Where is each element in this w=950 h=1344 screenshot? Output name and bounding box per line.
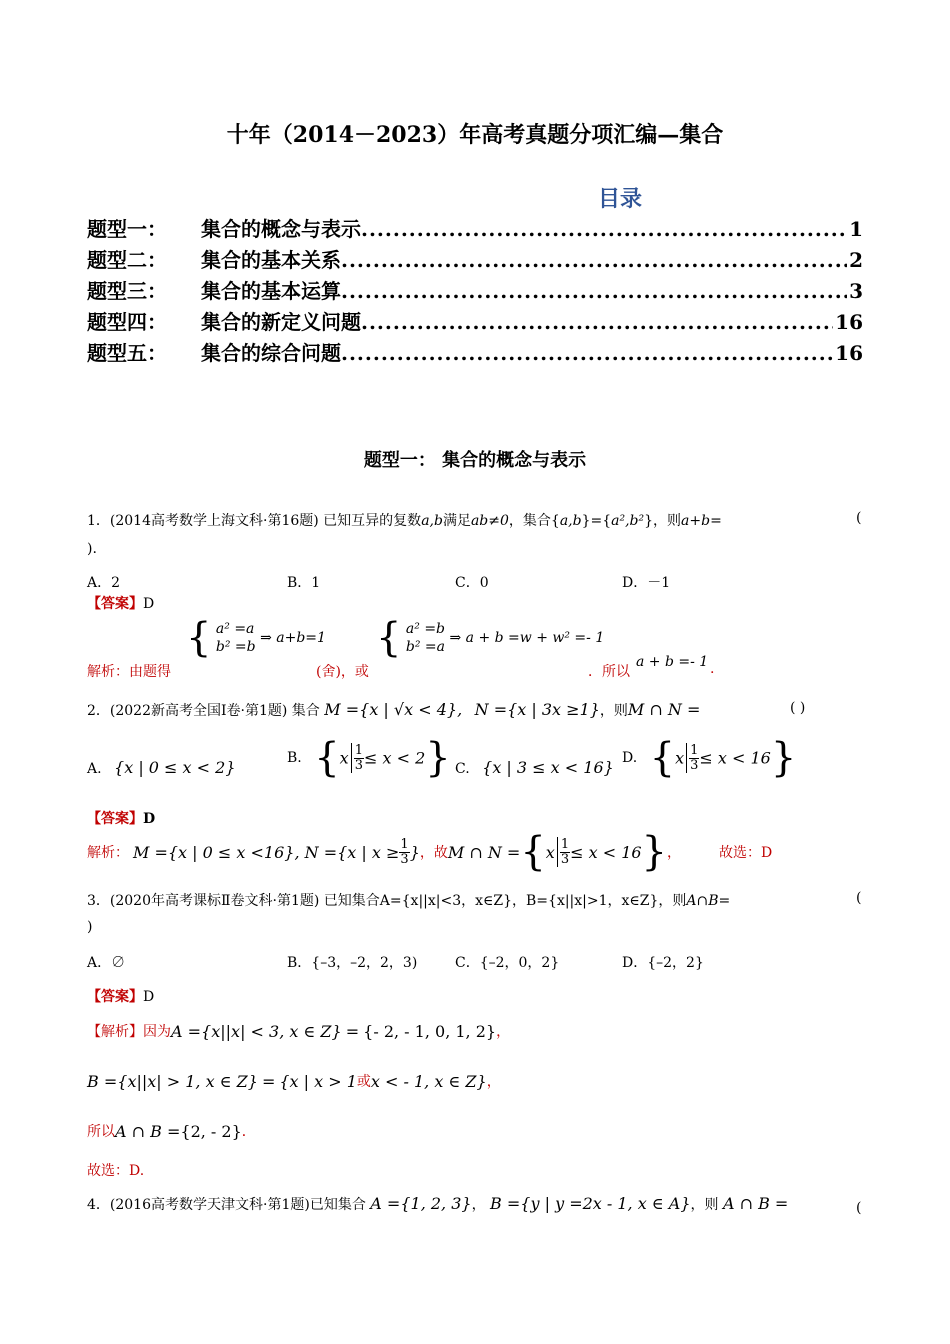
toc-item-label: 题型二： — [87, 248, 167, 272]
document-title: 十年（2014－2023）年高考真题分项汇编—集合 — [226, 122, 724, 148]
q2-solution-choice: 故选：D — [719, 845, 773, 861]
toc-item-text: 集合的综合问题 — [201, 341, 341, 365]
set-bar — [351, 743, 352, 773]
q3-solution-a-eq: = — [345, 1021, 360, 1041]
q1-system-1-result: ⇒ a+b=1 — [260, 630, 326, 646]
q3-solution-a-set-text: x||x| < 3, x ∈ Z — [211, 1021, 332, 1041]
toc-item-page: 1 — [849, 217, 863, 241]
toc-item-text: 集合的基本运算 — [201, 279, 341, 303]
q2-set-n: N ={x | 3x ≥1} — [474, 700, 600, 719]
q3-solution-line-2 — [87, 1064, 501, 1098]
var-x: x — [339, 748, 349, 768]
q2-solution-set: ≤ x < 16 — [570, 842, 642, 862]
question-2-stem — [87, 700, 700, 720]
set-bar — [686, 743, 687, 773]
q1-system-1-lines — [216, 620, 256, 656]
q3-solution-choice: 故选：D. — [87, 1163, 145, 1179]
q3-solution-b-result-1: x | x > 1 — [289, 1071, 357, 1091]
q1-stem-text-3: ，集合{ — [508, 513, 560, 529]
toc-item-label: 题型四： — [87, 310, 167, 334]
q1-ab: a,b — [421, 513, 443, 529]
q4-stem-text: 4．(2016高考数学天津文科·第1题)已知集合 — [87, 1197, 366, 1213]
toc-leader — [341, 341, 833, 365]
frac-num: 1 — [690, 742, 699, 758]
q4-sep: ， — [471, 1197, 486, 1213]
toc-leader — [341, 248, 847, 272]
q4-paren-open: ( — [856, 1200, 862, 1216]
q2-option-a-set: {x | 0 ≤ x < 2} — [114, 758, 236, 777]
q2-option-b-set: ≤ x < 2 — [363, 748, 426, 768]
set-bar — [557, 837, 558, 867]
period: ． — [241, 1124, 256, 1140]
q3-solution-a-result: {- 2, - 1, 0, 1, 2} — [363, 1021, 497, 1041]
q2-solution-end: ， — [667, 845, 681, 861]
toc-item-label: 题型三： — [87, 279, 167, 303]
q1-option-d[interactable]: D．－1 — [622, 575, 671, 591]
q2-solution-close: } — [409, 842, 420, 862]
q1-system-1-line-a: a² =a — [215, 621, 255, 637]
q4-ask: ，则 — [690, 1197, 719, 1213]
q2-option-a-set-text: x | 0 ≤ x < 2 — [124, 758, 226, 777]
fraction-one-third — [354, 744, 364, 773]
q3-solution-a-result-text: - 2, - 1, 0, 1, 2 — [373, 1021, 486, 1041]
q2-solution-prefix: 解析： — [87, 845, 129, 861]
q3-option-d[interactable]: D．{–2，2} — [622, 955, 704, 971]
toc-leader — [341, 279, 847, 303]
q1-paren-open: ( — [856, 510, 862, 526]
fraction-one-third — [399, 838, 409, 867]
left-brace: { — [186, 615, 212, 661]
q3-solution-intersection-result: {2, - 2} — [180, 1121, 242, 1141]
q3-solution-a: A = — [171, 1021, 202, 1041]
q1-system-2-lines — [406, 620, 445, 656]
question-4-stem — [87, 1194, 788, 1214]
q3-solution-because: 因为 — [143, 1024, 171, 1040]
fraction-one-third — [689, 744, 699, 773]
toc-item-page: 16 — [835, 310, 863, 334]
var-x: x — [675, 748, 685, 768]
right-brace: } — [425, 735, 451, 781]
q1-solution-dot: . — [710, 661, 715, 677]
answer-tag: 【答案】 — [87, 989, 143, 1005]
answer-tag: 【答案】 — [87, 811, 143, 827]
q4-set-a: A ={1, 2, 3} — [370, 1194, 472, 1213]
q2-set-m: M ={x | √x < 4}, — [324, 700, 463, 719]
q3-solution-intersection: A ∩ B = — [115, 1121, 181, 1141]
option-label: B. — [287, 750, 302, 766]
q3-solution-b-set-text: x||x| > 1, x ∈ Z — [127, 1071, 248, 1091]
answer-value: D — [143, 811, 156, 827]
frac-den: 3 — [354, 757, 363, 773]
q1-system-2-line-a: a² =b — [405, 621, 446, 637]
question-3-stem — [87, 890, 730, 910]
section-title: 题型一： 集合的概念与表示 — [363, 450, 587, 471]
left-brace: { — [376, 615, 402, 661]
answer-value: D — [143, 989, 155, 1005]
q2-solution-intersection: M ∩ N = — [447, 842, 521, 862]
q2-answer — [87, 808, 155, 828]
toc-item-text: 集合的基本关系 — [201, 248, 341, 272]
q2-solution — [87, 830, 772, 874]
toc-item-page: 3 — [849, 279, 863, 303]
q1-option-c[interactable]: C．0 — [455, 575, 489, 591]
q1-system-1-line-b: b² =b — [215, 639, 256, 655]
q3-option-c[interactable]: C．{–2，0，2} — [455, 955, 560, 971]
option-label: C. — [455, 761, 470, 777]
q3-solution-b-eq: = — [261, 1071, 276, 1091]
q1-system-2-line-b: b² =a — [405, 639, 446, 655]
toc-item-text: 集合的新定义问题 — [201, 310, 361, 334]
q3-option-a[interactable]: A．∅ — [87, 955, 126, 971]
q3-solution-intersection-result-text: 2, - 2 — [190, 1121, 232, 1141]
q3-solution-b-set: {x||x| > 1, x ∈ Z} — [117, 1071, 258, 1091]
toc-leader — [361, 310, 833, 334]
q3-solution-b-result: {x | x > 1 — [279, 1071, 357, 1091]
q1-cond: ab≠0 — [470, 513, 509, 529]
q1-sum: a+b= — [681, 513, 722, 529]
q2-option-c-set: {x | 3 ≤ x < 16} — [482, 758, 614, 777]
left-brace: { — [520, 829, 546, 875]
frac-num: 1 — [354, 742, 363, 758]
q3-solution-line-3 — [87, 1114, 256, 1148]
q1-solution-prefix: 解析：由题得 — [87, 664, 171, 680]
q1-stem-text-2: 满足 — [442, 513, 471, 529]
answer-tag: 【答案】 — [87, 596, 143, 612]
right-brace: } — [641, 829, 667, 875]
q3-intersection: A∩B= — [686, 893, 731, 909]
frac-num: 1 — [400, 836, 409, 852]
frac-den: 3 — [400, 851, 409, 867]
q1-answer — [87, 593, 154, 613]
q1-option-b[interactable]: B．1 — [287, 575, 321, 591]
left-brace: { — [314, 735, 340, 781]
q3-paren-open: ( — [856, 890, 862, 906]
q4-set-b: B ={y | y =2x - 1, x ∈ A} — [490, 1194, 691, 1213]
q3-answer — [87, 986, 154, 1006]
frac-num: 1 — [560, 836, 570, 852]
q2-ask: ，则 — [599, 703, 628, 719]
option-label: D. — [622, 750, 638, 766]
q1-system-1 — [186, 615, 326, 661]
toc-leader — [361, 217, 847, 241]
q2-solution-sets: M ={x | 0 ≤ x <16}, N ={x | x ≥ — [133, 842, 400, 862]
q2-option-b[interactable] — [287, 735, 451, 781]
q3-solution-so: 所以 — [87, 1124, 115, 1140]
q1-solution-end: ．所以 — [588, 664, 630, 680]
toc-heading: 目录 — [598, 186, 643, 212]
q3-option-b[interactable]: B．{–3，–2，2，3) — [287, 955, 418, 971]
q3-solution-b-result-2: x < - 1, x ∈ Z — [370, 1071, 477, 1091]
q1-stem-text: 1．(2014高考数学上海文科·第16题) 已知互异的复数 — [87, 513, 422, 529]
q3-sets: A={x||x|<3，x∈Z}，B={x||x|>1，x∈Z}，则 — [379, 893, 687, 909]
q1-stem-text-5: }，则 — [644, 513, 682, 529]
frac-den: 3 — [560, 851, 570, 867]
toc-item-label: 题型一： — [87, 217, 167, 241]
q2-option-a[interactable] — [87, 758, 236, 777]
q3-solution-a-set: {x||x| < 3, x ∈ Z} — [201, 1021, 342, 1041]
q3-solution-or: 或 — [356, 1074, 371, 1090]
toc-item-page: 16 — [835, 341, 863, 365]
q1-set1: a,b — [559, 513, 582, 529]
q1-stem-text-4: }={ — [581, 513, 612, 529]
right-brace: } — [770, 735, 797, 781]
q2-answer-blank: ( ) — [790, 700, 806, 716]
toc-item[interactable] — [87, 275, 863, 306]
q1-paren-close: ). — [87, 541, 97, 557]
q3-stem-text: 3．(2020年高考课标Ⅱ卷文科·第1题) 已知集合 — [87, 893, 380, 909]
q2-option-d[interactable] — [622, 735, 797, 781]
toc-item[interactable] — [87, 244, 863, 275]
frac-den: 3 — [690, 757, 699, 773]
q1-system-2 — [376, 615, 605, 661]
q1-system-2-result: ⇒ a + b =w + w² =- 1 — [449, 630, 605, 646]
toc-item[interactable] — [87, 337, 863, 368]
q2-intersection: M ∩ N = — [627, 700, 701, 719]
q3-solution-tag: 【解析】 — [87, 1024, 143, 1040]
toc-item[interactable] — [87, 306, 863, 337]
q2-stem-text: 2．(2022新高考全国I卷·第1题) 集合 — [87, 703, 320, 719]
toc-item-text: 集合的概念与表示 — [201, 217, 361, 241]
q2-solution-mid: ，故 — [419, 845, 448, 861]
q3-solution-line-1 — [87, 1014, 510, 1048]
table-of-contents — [87, 213, 863, 368]
answer-value: D — [143, 596, 155, 612]
question-1-stem — [87, 510, 722, 530]
option-label: A. — [87, 761, 102, 777]
fraction-one-third — [560, 838, 570, 867]
left-brace: { — [649, 735, 676, 781]
q3-solution-b-result-2-wrap: x < - 1, x ∈ Z} — [370, 1071, 487, 1091]
var-x: x — [545, 842, 555, 862]
comma: ， — [486, 1074, 501, 1090]
q1-solution-mid: (舍)，或 — [316, 664, 369, 680]
q4-intersection: A ∩ B = — [722, 1194, 789, 1213]
toc-item-page: 2 — [849, 248, 863, 272]
q3-solution-b: B = — [87, 1071, 118, 1091]
toc-item-label: 题型五： — [87, 341, 167, 365]
q2-option-c-set-text: x | 3 ≤ x < 16 — [492, 758, 604, 777]
q2-option-c[interactable] — [455, 758, 614, 777]
q2-option-d-set: ≤ x < 16 — [699, 748, 771, 768]
q3-paren-close: ) — [87, 919, 93, 935]
comma: ， — [496, 1024, 511, 1040]
q1-solution-final: a + b =- 1 — [636, 654, 709, 670]
q1-set2: a²,b² — [611, 513, 645, 529]
q1-option-a[interactable]: A．2 — [87, 575, 121, 591]
toc-item[interactable] — [87, 213, 863, 244]
